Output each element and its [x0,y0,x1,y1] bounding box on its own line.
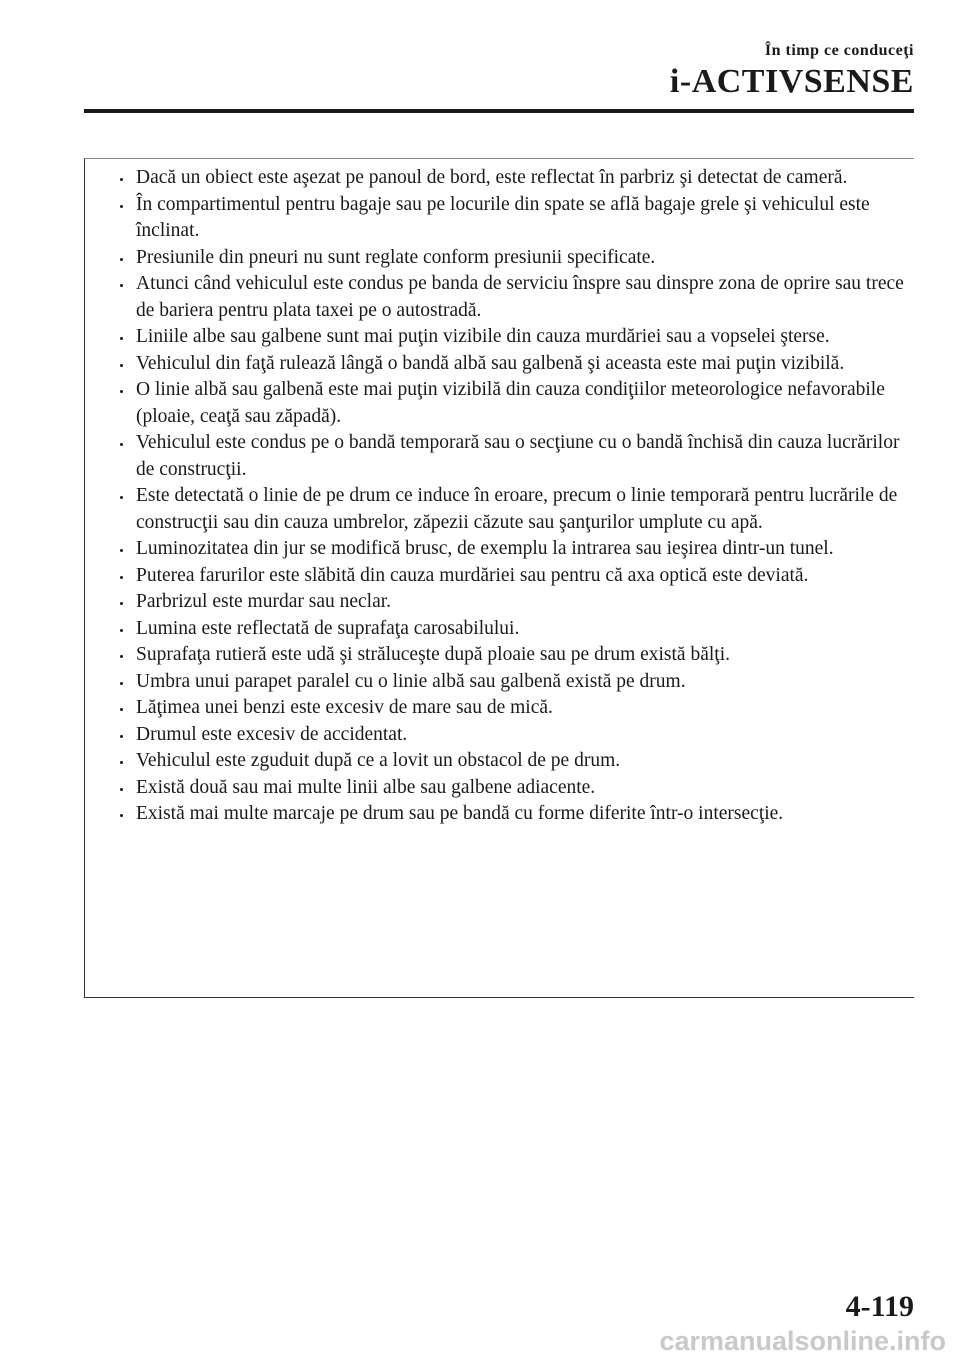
list-item-text: Parbrizul este murdar sau neclar. [136,591,392,612]
bullet-dot-icon [120,496,123,499]
list-item [113,245,914,272]
list-item-text: Presiunile din pneuri nu sunt reglate conform presiunii specificate. [136,246,656,268]
list-item-text: Suprafaţa rutieră este udă şi străluceşte după ploaie sau pe drum există bălţi. [136,644,730,665]
list-item-text: Există mai multe marcaje pe drum sau pe bandă cu forme diferite într-o intersecţie. [136,803,784,824]
list-item-text: Atunci când vehiculul este condus pe banda de serviciu înspre sau dinspre zona de oprire sau trece de bariera pentru plata taxei pe o autostradă. [136,273,904,321]
list-item-text: Vehiculul este zguduit după ce a lovit un obstacol de pe drum. [136,750,621,771]
bullet-dot-icon [120,576,123,579]
list-item-text: Dacă un obiect este aşezat pe panoul de bord, este reflectat în parbriz şi detectat de cameră. [136,167,848,188]
list-item [113,351,914,378]
bullet-dot-icon [120,629,123,632]
bullet-dot-icon [120,337,123,340]
list-item [113,324,914,351]
bullet-dot-icon [120,708,123,711]
list-item-text: Este detectată o linie de pe drum ce induce în eroare, precum o linie temporară pentru lucrările de construcţii sau din cauza umbrelor, zăpezii căzute sau şanţurilor umplute cu apă. [136,485,898,533]
list-item [113,642,914,669]
list-item [113,589,914,616]
bullet-dot-icon [120,205,123,208]
bullet-dot-icon [120,443,123,446]
list-item [113,775,914,802]
list-item [113,722,914,749]
bullet-dot-icon [120,735,123,738]
list-item-text: Există două sau mai multe linii albe sau galbene adiacente. [136,776,596,798]
bullet-dot-icon [120,814,123,817]
page-number: 4-119 [845,1290,914,1323]
list-item-text: Puterea farurilor este slăbită din cauza murdăriei sau pentru că axa optică este deviată. [136,564,809,586]
bullet-dot-icon [120,655,123,658]
list-item [113,192,914,245]
list-item [113,377,914,430]
list-item [113,695,914,722]
list-item-text: În compartimentul pentru bagaje sau pe locurile din spate se află bagaje grele şi vehiculul este înclinat. [136,193,870,241]
bullet-dot-icon [120,364,123,367]
list-item-text: Vehiculul este condus pe o bandă temporară sau o secţiune cu o bandă închisă din cauza lucrărilor de construcţii. [136,432,900,480]
list-item [113,271,914,324]
list-item [113,563,914,590]
list-item-text: Liniile albe sau galbene sunt mai puţin vizibile din cauza murdăriei sau a vopselei şterse. [136,326,830,347]
list-item-text: Drumul este excesiv de accidentat. [136,723,408,745]
subsection-title: În timp ce conduceţi [764,42,914,59]
bullet-dot-icon [120,682,123,685]
watermark-link[interactable]: carmanualsonline.info [659,1326,946,1356]
bullet-dot-icon [120,284,123,287]
bullet-dot-icon [120,178,123,181]
header-rule [84,109,914,113]
bullet-dot-icon [120,258,123,261]
list-item [113,669,914,696]
list-item-text: O linie albă sau galbenă este mai puţin vizibilă din cauza condiţiilor meteorologice nefavorabile (ploaie, ceaţă sau zăpadă). [136,379,885,427]
bullet-dot-icon [120,602,123,605]
bullet-dot-icon [120,788,123,791]
list-item-text: Lăţimea unei benzi este excesiv de mare sau de mică. [136,697,553,718]
bullet-dot-icon [120,761,123,764]
bullet-list-box [84,158,914,998]
list-item [113,536,914,563]
section-title: i-ACTIVSENSE [669,63,914,100]
bullet-dot-icon [120,549,123,552]
list-item-text: Umbra unui parapet paralel cu o linie albă sau galbenă există pe drum. [136,670,686,692]
bullet-dot-icon [120,390,123,393]
list-item [113,616,914,643]
list-item [113,801,914,828]
list-item-text: Luminozitatea din jur se modifică brusc, de exemplu la intrarea sau ieşirea dintr-un tunel. [136,538,834,559]
list-item [113,483,914,536]
list-item-text: Lumina este reflectată de suprafaţa carosabilului. [136,617,520,639]
list-item-text: Vehiculul din faţă rulează lângă o bandă albă sau galbenă şi aceasta este mai puţin vizibilă. [136,352,845,374]
list-item [113,430,914,483]
bullet-list [113,165,914,828]
list-item [113,165,914,192]
list-item [113,748,914,775]
